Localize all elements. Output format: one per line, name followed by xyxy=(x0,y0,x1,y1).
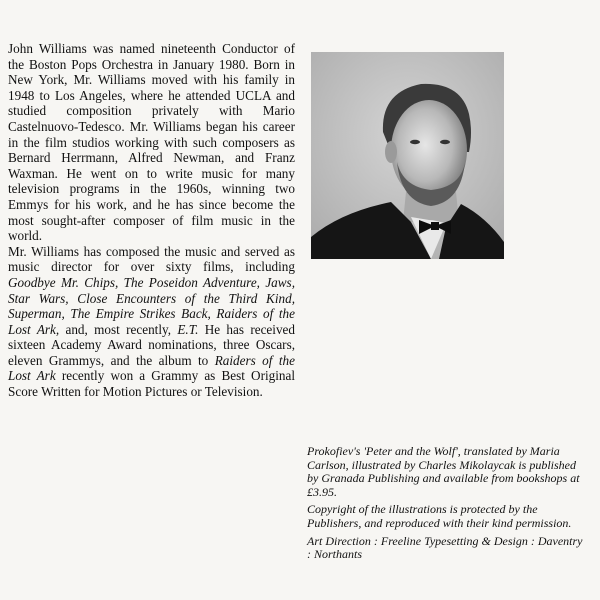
copyright-notice: Copyright of the illustrations is protected by the Publishers, and reproduced with their kind permission. xyxy=(307,502,572,530)
bio-paragraph-2 xyxy=(8,244,295,400)
film-et: E.T. xyxy=(177,321,199,337)
book-credit: Prokofiev's 'Peter and the Wolf', translated by Maria Carlson, illustrated by Charles Mikolaycak is published by Granada Publishing and available from bookshops at £3.95. xyxy=(307,444,580,499)
film-raiders: Raiders of the Lost Ark xyxy=(8,352,295,384)
bio-p2-intro: Mr. Williams has composed the music and served as music director for over sixty films, including xyxy=(8,243,295,275)
bio-p2-end: recently won a Grammy as Best Original Score Written for Motion Pictures or Television. xyxy=(8,368,295,400)
bio-paragraph-1: John Williams was named nineteenth Conductor of the Boston Pops Orchestra in January 1980. Born in New York, Mr. Williams moved with his family in 1948 to Los Angeles, where he attended UCLA and studied composition privately with Mario Castelnuovo-Tedesco. Mr. Williams began his career in the film studios working with such composers as Bernard Herrmann, Alfred Newman, and Franz Waxman. He went on to write music for many television programs in the 1960s, winning two Emmys for his work, and he has since become the most sought-after composer of film music in the world. xyxy=(8,41,295,244)
bio-p2-awards: He has received sixteen Academy Award nominations, three Oscars, eleven Grammys, and the album to xyxy=(8,321,295,368)
art-direction-credit: Art Direction : Freeline Typesetting & Design : Daventry : Northants xyxy=(307,533,583,562)
portrait-photo-icon xyxy=(311,52,504,259)
biography-text xyxy=(8,41,295,400)
film-list: Goodbye Mr. Chips, The Poseidon Adventure, Jaws, Star Wars, Close Encounters of the Third Kind, Superman, The Empire Strikes Back, Raiders of the Lost Ark, xyxy=(8,274,295,337)
bio-p2-and-most: and, most recently, xyxy=(59,321,178,337)
portrait-photo xyxy=(311,52,504,259)
credits-block xyxy=(307,445,585,566)
